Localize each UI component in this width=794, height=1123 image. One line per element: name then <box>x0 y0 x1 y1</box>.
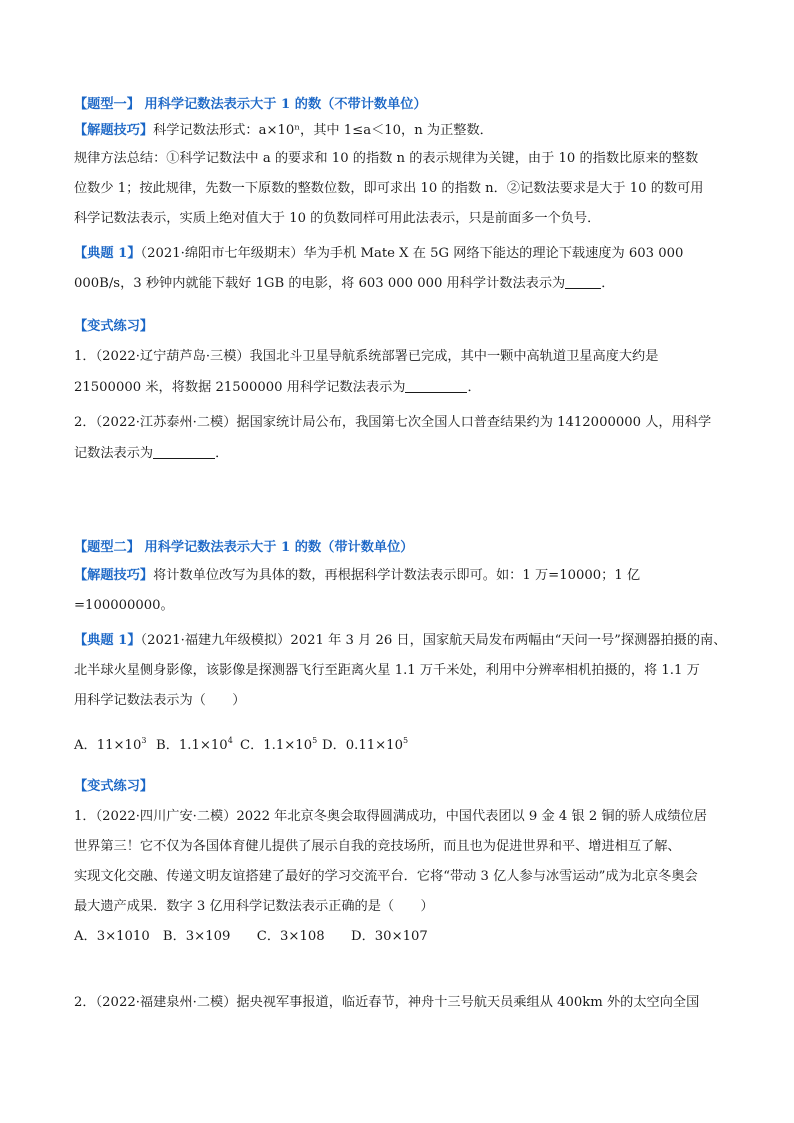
s2-q1-options: A．3×1010 B．3×109 C．3×108 D．30×107 <box>74 929 428 944</box>
example2-line-1: 【典题 1】（2021·福建九年级模拟）2021 年 3 月 26 日，国家航天局发布两幅由“天问一号”探测器拍摄的南、 <box>74 633 727 648</box>
q1-line-2: 21500000 米，将数据 21500000 用科学记数法表示为 ． <box>74 380 481 395</box>
answer-blank[interactable] <box>153 444 215 459</box>
rule-line-1: 规律方法总结：①科学记数法中 a 的要求和 10 的指数 n 的表示规律为关键，由于 10 的指数比原来的整数 <box>74 151 699 166</box>
rule-line-2: 位数少 1；按此规律，先数一下原数的整数位数，即可求出 10 的指数 n．②记数法要求是大于 10 的数可用 <box>74 181 704 196</box>
q1-line-1: 1．（2022·辽宁葫芦岛·三模）我国北斗卫星导航系统部署已完成，其中一颗中高轨道卫星高度大约是 <box>74 349 659 364</box>
section1-title: 【题型一】 用科学记数法表示大于 1 的数（不带计数单位） <box>74 97 427 112</box>
s2-q1-line-3: 实现文化交融、传递文明友谊搭建了最好的学习交流平台．它将“带动 3 亿人参与冰雪运动”成为北京冬奥会 <box>74 869 698 884</box>
option-a[interactable]: A．$11\times 10^3$ <box>74 736 147 753</box>
example-label: 【典题 1】 <box>74 246 141 261</box>
tip-label: 【解题技巧】 <box>74 123 154 138</box>
example1-line-2: 000B/s，3 秒钟内就能下载好 1GB 的电影，将 603 000 000 用科学计数法表示为 ． <box>74 276 615 291</box>
option-d[interactable]: D．$0.11\times 10^5$ <box>322 736 409 753</box>
s2-q1-line-4: 最大遗产成果．数字 3 亿用科学记数法表示正确的是（ ） <box>74 899 434 914</box>
option-b[interactable]: B．$1.1\times 10^4$ <box>156 736 233 753</box>
q2-line-2: 记数法表示为 ． <box>74 446 229 461</box>
example1-line-1: 【典题 1】（2021·绵阳市七年级期末）华为手机 Mate X 在 5G 网络下能达的理论下载速度为 603 000 <box>74 246 684 261</box>
example-label: 【典题 1】 <box>74 633 141 648</box>
tip-text: 科学记数法形式：a×10ⁿ，其中 1≤a＜10，n 为正整数． <box>153 123 493 138</box>
s2-q1-line-1: 1．（2022·四川广安·二模）2022 年北京冬奥会取得圆满成功，中国代表团以 9 金 4 银 2 铜的骄人成绩位居 <box>74 809 707 824</box>
answer-blank[interactable] <box>565 274 601 289</box>
section2-title: 【题型二】 用科学记数法表示大于 1 的数（带计数单位） <box>74 540 414 555</box>
option-c[interactable]: C．$1.1\times 10^5$ <box>240 736 318 753</box>
section1-tip <box>74 122 493 140</box>
example2-line-3: 用科学记数法表示为（ ） <box>74 693 246 708</box>
practice-label: 【变式练习】 <box>74 319 154 334</box>
q2-line-1: 2．（2022·江苏泰州·二模）据国家统计局公布，我国第七次全国人口普查结果约为 1412000000 人，用科学 <box>74 415 712 430</box>
rule-line-3: 科学记数法表示，实质上绝对值大于 10 的负数同样可用此法表示，只是前面多一个负号． <box>74 211 601 226</box>
practice-label: 【变式练习】 <box>74 779 154 794</box>
example2-options <box>74 732 408 755</box>
section2-tip-line-2: =100000000。 <box>74 598 174 613</box>
s2-q2-line-1: 2．（2022·福建泉州·二模）据央视军事报道，临近春节，神舟十三号航天员乘组从 400km 外的太空向全国 <box>74 995 700 1010</box>
tip-label: 【解题技巧】 <box>74 568 154 583</box>
s2-q1-line-2: 世界第三！它不仅为各国体育健儿提供了展示自我的竞技场所，而且也为促进世界和平、增进相互了解、 <box>74 839 681 854</box>
example2-line-2: 北半球火星侧身影像，该影像是探测器飞行至距离火星 1.1 万千米处，利用中分辨率相机拍摄的，将 1.1 万 <box>74 663 700 678</box>
section2-tip-line-1: 【解题技巧】将计数单位改写为具体的数，再根据科学计数法表示即可。如：1 万=10000；1 亿 <box>74 568 641 583</box>
answer-blank[interactable] <box>405 378 467 393</box>
